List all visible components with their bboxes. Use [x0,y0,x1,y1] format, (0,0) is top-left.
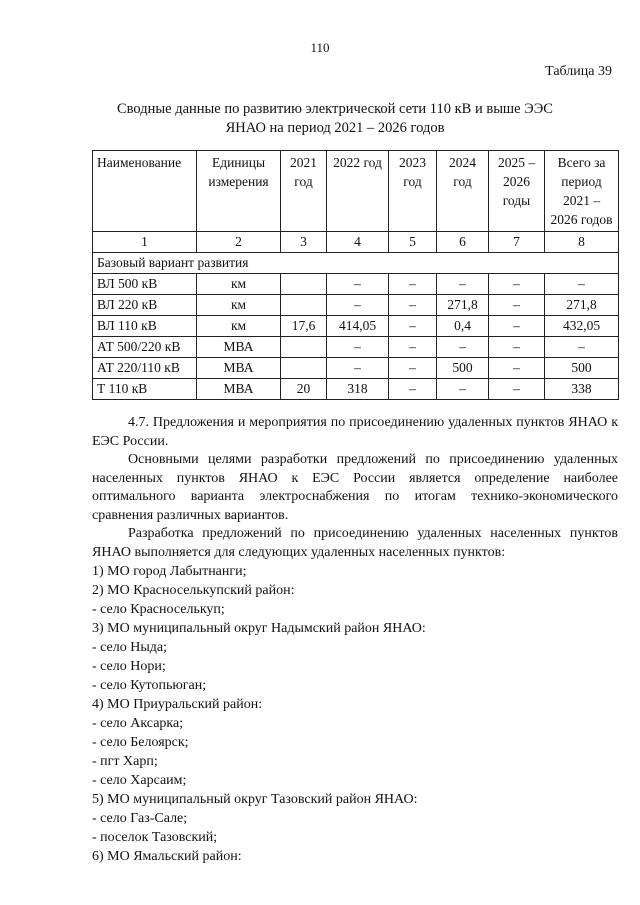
table-row [93,274,619,295]
header-2022: 2022 год [327,151,389,232]
settlement-list [92,562,618,866]
list-item: 4) МО Приуральский район: [92,697,263,712]
table-cell [281,295,327,316]
row-name-cell: ВЛ 220 кВ [93,295,197,316]
paragraph-goals: Основными целями разработки предложений по присоединению удаленных населенных пунктов ЯНАО к ЕЭС России является определение наиболее оптимального варианта электроснабжения по итогам технико-экономического сравнения различных вариантов. [92,452,618,523]
table-cell: – [389,337,437,358]
list-item: - село Харсаим; [92,773,187,788]
table-label: Таблица 39 [545,64,612,79]
table-cell: – [327,274,389,295]
column-number: 1 [93,232,197,253]
column-number: 6 [437,232,489,253]
table-cell [281,358,327,379]
table-row [93,358,619,379]
section-label: Базовый вариант развития [93,253,619,274]
section-heading: 4.7. Предложения и мероприятия по присоединению удаленных пунктов ЯНАО к ЕЭС России. [92,415,618,449]
table-cell: – [327,337,389,358]
table-cell: – [327,358,389,379]
table-cell [281,274,327,295]
table-cell: МВА [197,358,281,379]
table-cell: – [389,274,437,295]
table-cell [281,337,327,358]
header-2025-2026: 2025 – 2026 годы [489,151,545,232]
table-row [93,337,619,358]
list-item: 1) МО город Лабытнанги; [92,564,247,579]
table-cell: – [489,337,545,358]
table-cell: 20 [281,379,327,400]
table-row [93,295,619,316]
list-item: - село Газ-Сале; [92,811,188,826]
column-number: 3 [281,232,327,253]
row-name-cell: ВЛ 500 кВ [93,274,197,295]
column-number: 8 [545,232,619,253]
table-cell: – [545,337,619,358]
column-number: 5 [389,232,437,253]
list-item: 3) МО муниципальный округ Надымский район ЯНАО: [92,621,426,636]
header-units: Единицы измерения [197,151,281,232]
table-cell: 17,6 [281,316,327,337]
list-item: - пгт Харп; [92,754,158,769]
table-cell: 500 [545,358,619,379]
page-number: 110 [310,40,330,55]
list-item: - поселок Тазовский; [92,830,218,845]
list-item: 2) МО Красноселькупский район: [92,583,295,598]
section-row [93,253,619,274]
development-summary-table [92,150,619,400]
row-name-cell: ВЛ 110 кВ [93,316,197,337]
list-item: - село Красноселькуп; [92,602,225,617]
table-cell: – [389,379,437,400]
list-item: 6) МО Ямальский район: [92,849,242,864]
column-number-row [93,232,619,253]
list-item: - село Кутопьюган; [92,678,207,693]
table-cell: – [545,274,619,295]
table-cell: 432,05 [545,316,619,337]
header-2021: 2021 год [281,151,327,232]
table-title-line-1: Сводные данные по развитию электрической сети 110 кВ и выше ЭЭС [117,101,553,117]
table-cell: км [197,316,281,337]
table-cell: – [489,295,545,316]
table-header-row [93,151,619,232]
table-cell: – [489,274,545,295]
table-cell: – [389,316,437,337]
table-cell: – [389,295,437,316]
table-cell: – [437,274,489,295]
list-item: - село Ныда; [92,640,167,655]
column-number: 2 [197,232,281,253]
row-name-cell: Т 110 кВ [93,379,197,400]
table-cell: 318 [327,379,389,400]
table-cell: – [327,295,389,316]
header-2024: 2024 год [437,151,489,232]
paragraph-scope: Разработка предложений по присоединению удаленных населенных пунктов ЯНАО выполняется для следующих удаленных населенных пунктов: [92,526,618,560]
list-item: - село Аксарка; [92,716,184,731]
list-item: - село Белоярск; [92,735,189,750]
table-title-line-2: ЯНАО на период 2021 – 2026 годов [225,120,445,136]
column-number: 4 [327,232,389,253]
column-number: 7 [489,232,545,253]
table-cell: МВА [197,379,281,400]
table-cell: – [389,358,437,379]
row-name-cell: АТ 500/220 кВ [93,337,197,358]
table-cell: – [437,379,489,400]
table-cell: 271,8 [437,295,489,316]
table-cell: 414,05 [327,316,389,337]
list-item: 5) МО муниципальный округ Тазовский район ЯНАО: [92,792,418,807]
table-cell: – [489,379,545,400]
table-cell: 0,4 [437,316,489,337]
row-name-cell: АТ 220/110 кВ [93,358,197,379]
table-cell: 500 [437,358,489,379]
table-cell: – [437,337,489,358]
table-cell: – [489,316,545,337]
table-cell: 271,8 [545,295,619,316]
table-cell: МВА [197,337,281,358]
table-cell: 338 [545,379,619,400]
table-cell: км [197,295,281,316]
header-name: Наименование [93,151,197,232]
header-total: Всего за период 2021 – 2026 годов [545,151,619,232]
table-row [93,316,619,337]
table-title [100,100,570,138]
body-text [92,414,618,866]
table-row [93,379,619,400]
table-cell: км [197,274,281,295]
table-cell: – [489,358,545,379]
list-item: - село Нори; [92,659,166,674]
header-2023: 2023 год [389,151,437,232]
